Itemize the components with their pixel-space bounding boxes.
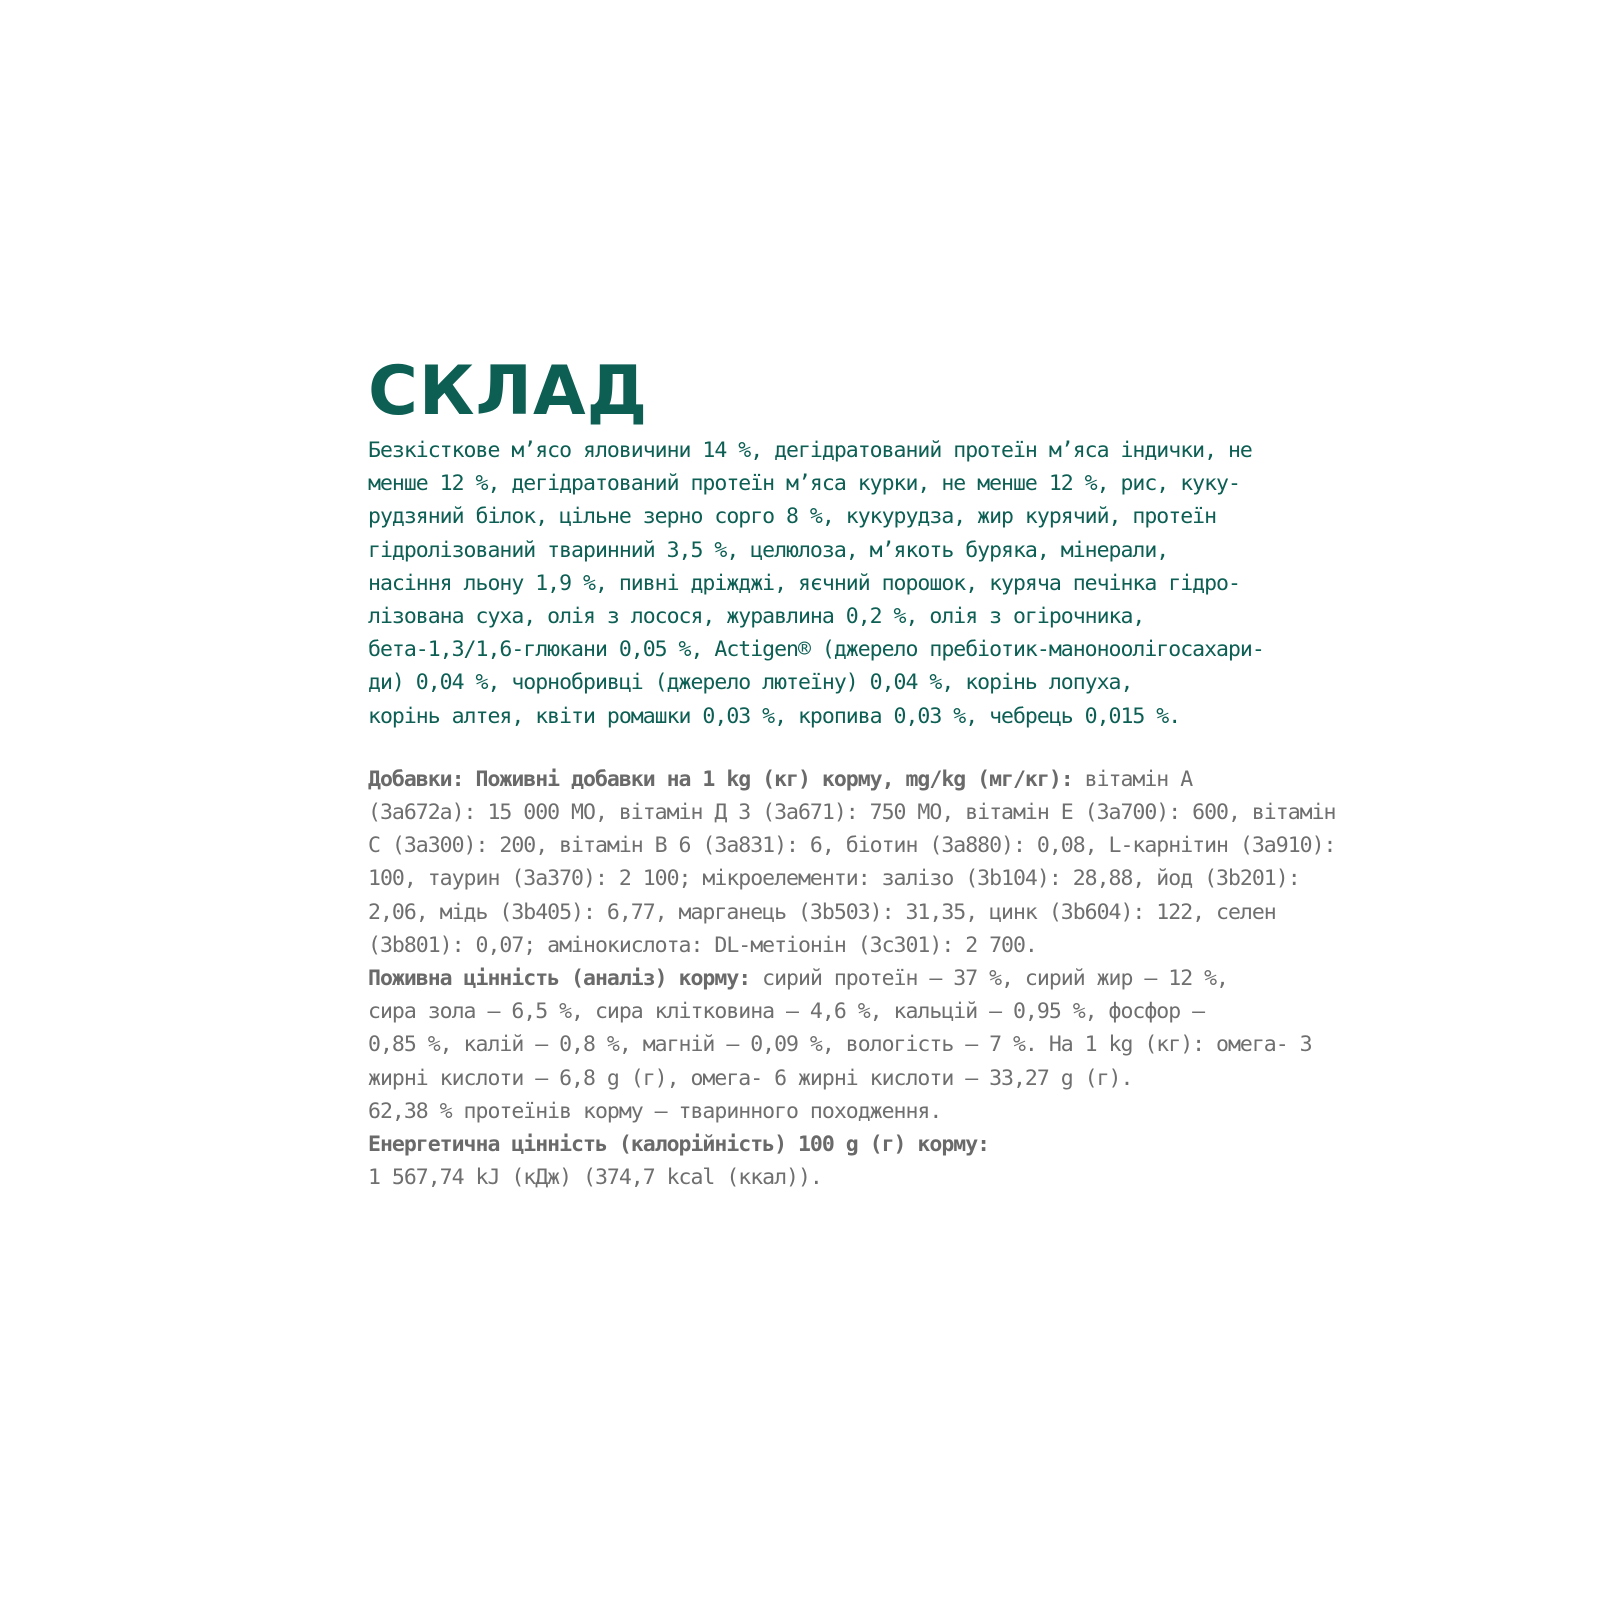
composition-line: менше 12 %, дегідратований протеїн м’яса курки, не менше 12 %, рис, куку-: [368, 471, 1240, 497]
nutrition-line: сира зола – 6,5 %, сира клітковина – 4,6 %, кальцій – 0,95 %, фосфор –: [368, 999, 1205, 1025]
composition-line: лізована суха, олія з лосося, журавлина 0,2 %, олія з огірочника,: [368, 604, 1145, 630]
nutrition-line: жирні кислоти – 6,8 g (г), омега- 6 жирні кислоти – 33,27 g (г).: [368, 1065, 1133, 1091]
composition-line: корінь алтея, квіти ромашки 0,03 %, кропива 0,03 %, чебрець 0,015 %.: [368, 703, 1181, 729]
composition-line: насіння льону 1,9 %, пивні дріжджі, яєчний порошок, куряча печінка гідро-: [368, 570, 1240, 596]
additives-line: 100, таурин (3a370): 2 100; мікроелементи: залізо (3b104): 28,88, йод (3b201):: [368, 866, 1300, 892]
composition-line: рудзяний білок, цільне зерно сорго 8 %, кукурудза, жир курячий, протеїн: [368, 504, 1217, 530]
page-title: СКЛАД: [368, 352, 649, 431]
energy-heading-line: [368, 1128, 1248, 1161]
nutrition-heading: Поживна цінність (аналіз) корму:: [368, 966, 751, 992]
nutrition-line-text: сирий протеїн – 37 %, сирий жир – 12 %,: [750, 966, 1228, 992]
composition-text: [368, 434, 1264, 733]
composition-line: Безкісткове м’ясо яловичини 14 %, дегідратований протеїн м’яса індички, не: [368, 438, 1252, 463]
nutrition-line: 0,85 %, калій – 0,8 %, магній – 0,09 %, вологість – 7 %. На 1 kg (кг): омега- 3: [368, 1032, 1312, 1058]
nutrition-line: 62,38 % протеїнів корму – тваринного походження.: [368, 1098, 942, 1124]
energy-heading: Енергетична цінність (калорійність) 100 g (г) корму:: [368, 1132, 990, 1158]
energy-value: 1 567,74 kJ (кДж) (374,7 kcal (ккал)).: [368, 1165, 822, 1191]
additives-line: (3b801): 0,07; амінокислота: DL-метіонін (3c301): 2 700.: [368, 932, 1037, 958]
additives-line-text: вітамін A: [1072, 766, 1193, 792]
composition-line: ди) 0,04 %, чорнобривці (джерело лютеїну) 0,04 %, корінь лопуха,: [368, 670, 1133, 696]
composition-line: гідролізований тваринний 3,5 %, целюлоза, м’якоть буряка, мінерали,: [368, 537, 1169, 563]
composition-line: бета-1,3/1,6-глюкани 0,05 %, Actigen® (джерело пребіотик-маноноолігосахари-: [368, 637, 1264, 663]
additives-heading: Добавки: Поживні добавки на 1 kg (кг) корму, mg/kg (мг/кг):: [368, 766, 1073, 792]
additives-line: (3a672a): 15 000 МО, вітамін Д 3 (3a671): 750 МО, вітамін E (3a700): 600, вітамін: [368, 800, 1336, 826]
additives-text: [368, 763, 1336, 1195]
additives-line: [368, 763, 1248, 796]
nutrition-line: [368, 962, 1248, 995]
additives-line: 2,06, мідь (3b405): 6,77, марганець (3b503): 31,35, цинк (3b604): 122, селен: [368, 899, 1276, 925]
content-block: [368, 352, 1336, 1194]
additives-line: C (3a300): 200, вітамін B 6 (3a831): 6, біотин (3a880): 0,08, L-карнітин (3a910):: [368, 833, 1336, 859]
